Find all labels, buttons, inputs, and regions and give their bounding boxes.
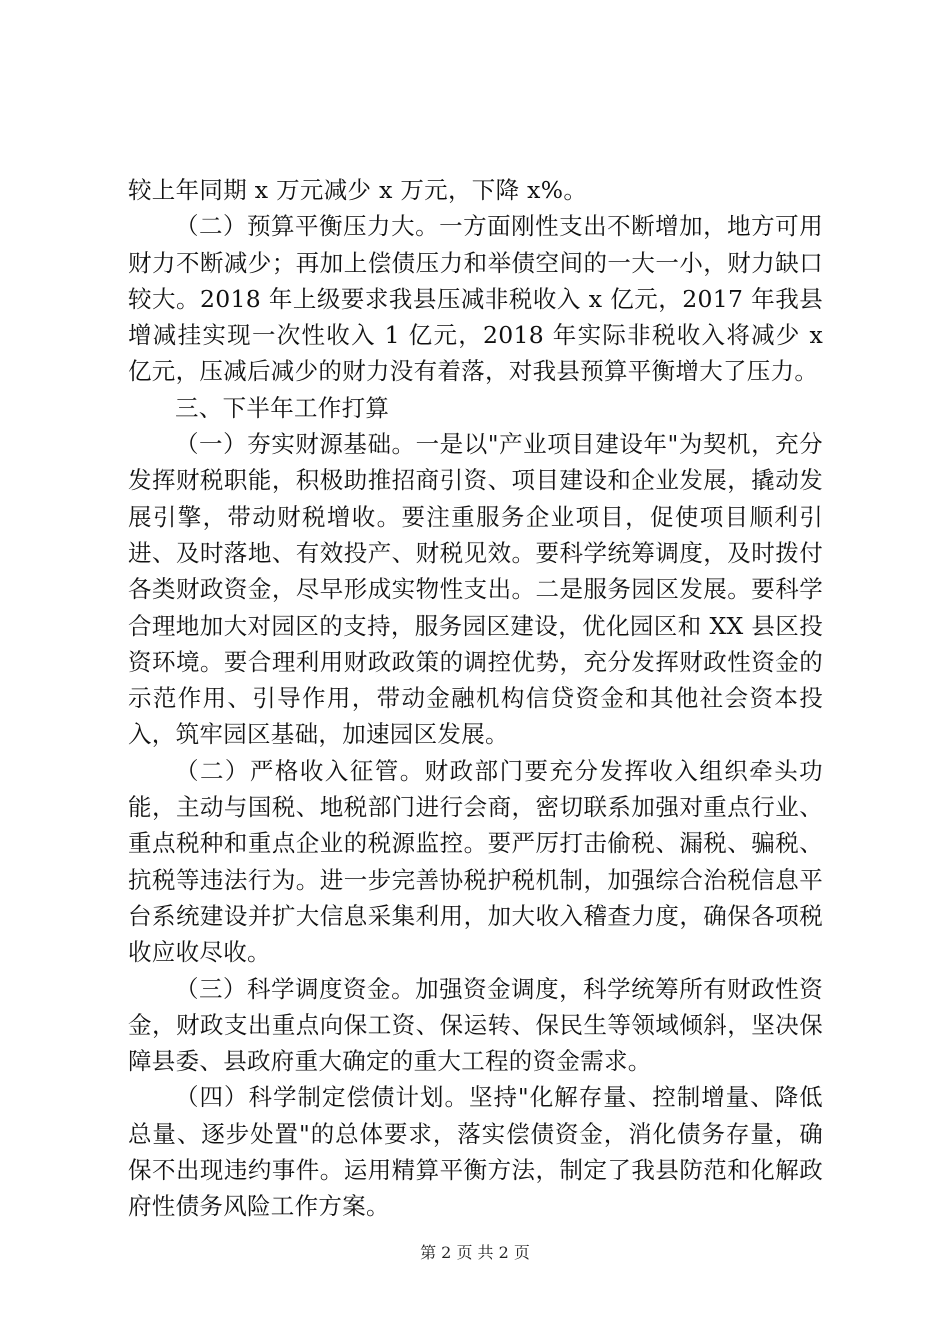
document-body	[128, 172, 823, 1225]
page-footer: 第 2 页 共 2 页	[420, 1243, 530, 1262]
section-heading-second-half-plan: 三、下半年工作打算	[175, 393, 390, 422]
paragraph-revenue-base: （一）夯实财源基础。一是以"产业项目建设年"为契机，充分发挥财税职能，积极助推招商引资、项目建设和企业发展，撬动发展引擎，带动财税增收。要注重服务企业项目，促使项目顺利引进、及时落地、有效投产、财税见效。要科学统筹调度，及时拨付各类财政资金，尽早形成实物性支出。二是服务园区发展。要科学合理地加大对园区的支持，服务园区建设，优化园区和 XX 县区投资环境。要合理利用财政政策的调控优势，充分发挥财政性资金的示范作用、引导作用，带动金融机构信贷资金和其他社会资本投入，筑牢园区基础，加速园区发展。	[128, 430, 823, 749]
paragraph-debt-plan: （四）科学制定偿债计划。坚持"化解存量、控制增量、降低总量、逐步处置"的总体要求，落实偿债资金，消化债务存量，确保不出现违约事件。运用精算平衡方法，制定了我县防范和化解政府性债务风险工作方案。	[128, 1083, 823, 1221]
paragraph-budget-pressure: （二）预算平衡压力大。一方面刚性支出不断增加，地方可用财力不断减少；再加上偿债压力和举债空间的一大一小，财力缺口较大。2018 年上级要求我县压减非税收入 x 亿元，2017 年我县增减挂实现一次性收入 1 亿元，2018 年实际非税收入将减少 x 亿元，压减后减少的财力没有着落，对我县预算平衡增大了压力。	[128, 212, 823, 386]
paragraph-continuation: 较上年同期 x 万元减少 x 万元，下降 x%。	[128, 176, 588, 204]
paragraph-revenue-collection: （二）严格收入征管。财政部门要充分发挥收入组织牵头功能，主动与国税、地税部门进行会商，密切联系加强对重点行业、重点税种和重点企业的税源监控。要严厉打击偷税、漏税、骗税、抗税等违法行为。进一步完善协税护税机制，加强综合治税信息平台系统建设并扩大信息采集利用，加大收入稽查力度，确保各项税收应收尽收。	[128, 756, 823, 967]
paragraph-fund-scheduling: （三）科学调度资金。加强资金调度，科学统筹所有财政性资金，财政支出重点向保工资、保运转、保民生等领域倾斜，坚决保障县委、县政府重大确定的重大工程的资金需求。	[128, 974, 823, 1076]
